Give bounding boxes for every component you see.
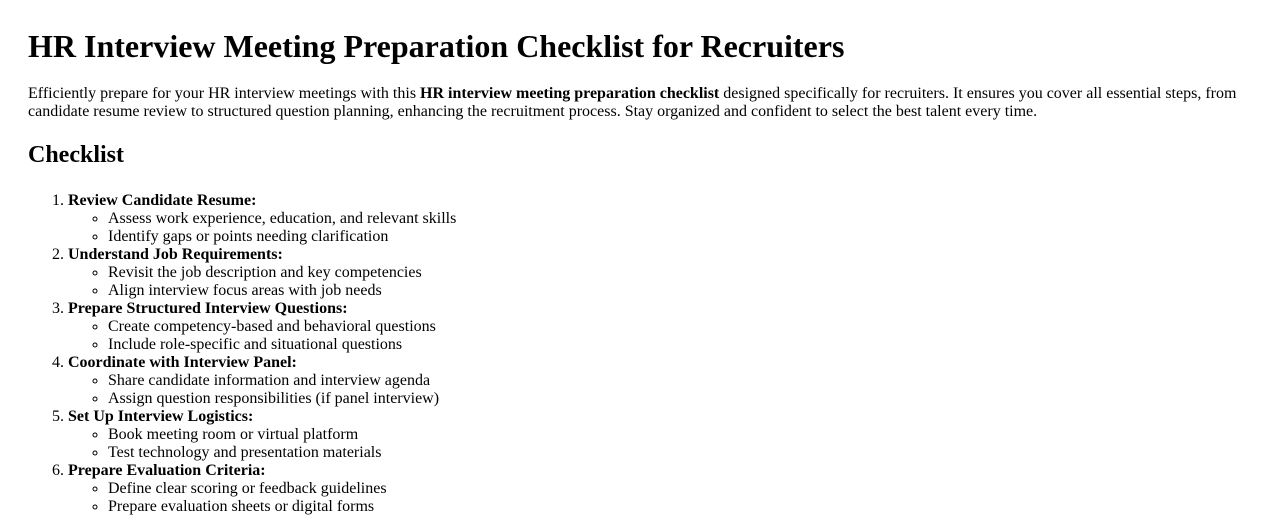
document-page <box>0 28 1278 516</box>
list-item: ◦ Align interview focus areas with job needs <box>108 282 1250 300</box>
checklist-step <box>68 354 1250 408</box>
list-item: ◦ Revisit the job description and key competencies <box>108 264 1250 282</box>
checklist-step <box>68 462 1250 516</box>
step-label: Prepare Evaluation Criteria: <box>68 462 266 479</box>
list-item: ◦ Prepare evaluation sheets or digital forms <box>108 498 1250 516</box>
section-heading: Checklist <box>28 142 124 168</box>
checklist-step <box>68 408 1250 462</box>
list-item: ◦ Define clear scoring or feedback guidelines <box>108 480 1250 498</box>
list-item: ◦ Assess work experience, education, and relevant skills <box>108 210 1250 228</box>
step-items <box>68 372 1250 408</box>
checklist-step <box>68 192 1250 246</box>
step-items <box>68 318 1250 354</box>
step-items <box>68 426 1250 462</box>
step-label: Review Candidate Resume: <box>68 192 257 209</box>
list-item: ◦ Create competency-based and behavioral questions <box>108 318 1250 336</box>
step-label: Understand Job Requirements: <box>68 246 283 263</box>
intro-paragraph <box>28 85 1250 121</box>
list-item: ◦ Include role-specific and situational questions <box>108 336 1250 354</box>
checklist-step <box>68 246 1250 300</box>
step-label: Prepare Structured Interview Questions: <box>68 300 348 317</box>
intro-text-before: Efficiently prepare for your HR interview meetings with this <box>28 85 421 102</box>
page-title: HR Interview Meeting Preparation Checklist for Recruiters <box>28 28 845 64</box>
step-items <box>68 210 1250 246</box>
list-item: ◦ Book meeting room or virtual platform <box>108 426 1250 444</box>
list-item: ◦ Test technology and presentation materials <box>108 444 1250 462</box>
intro-bold-phrase: HR interview meeting preparation checklist <box>420 85 720 102</box>
step-label: Coordinate with Interview Panel: <box>68 354 297 371</box>
step-items <box>68 480 1250 516</box>
list-item: ◦ Identify gaps or points needing clarification <box>108 228 1250 246</box>
intro-text-after: designed specifically for recruiters. It ensures you cover all essential steps, from candidate resume review to structured question planning, enhancing the recruitment process. Stay organized and confident to select the best talent every time. <box>28 85 1237 120</box>
checklist-step <box>68 300 1250 354</box>
list-item: ◦ Assign question responsibilities (if panel interview) <box>108 390 1250 408</box>
list-item: ◦ Share candidate information and interview agenda <box>108 372 1250 390</box>
step-items <box>68 264 1250 300</box>
step-label: Set Up Interview Logistics: <box>68 408 254 425</box>
checklist <box>28 192 1250 516</box>
